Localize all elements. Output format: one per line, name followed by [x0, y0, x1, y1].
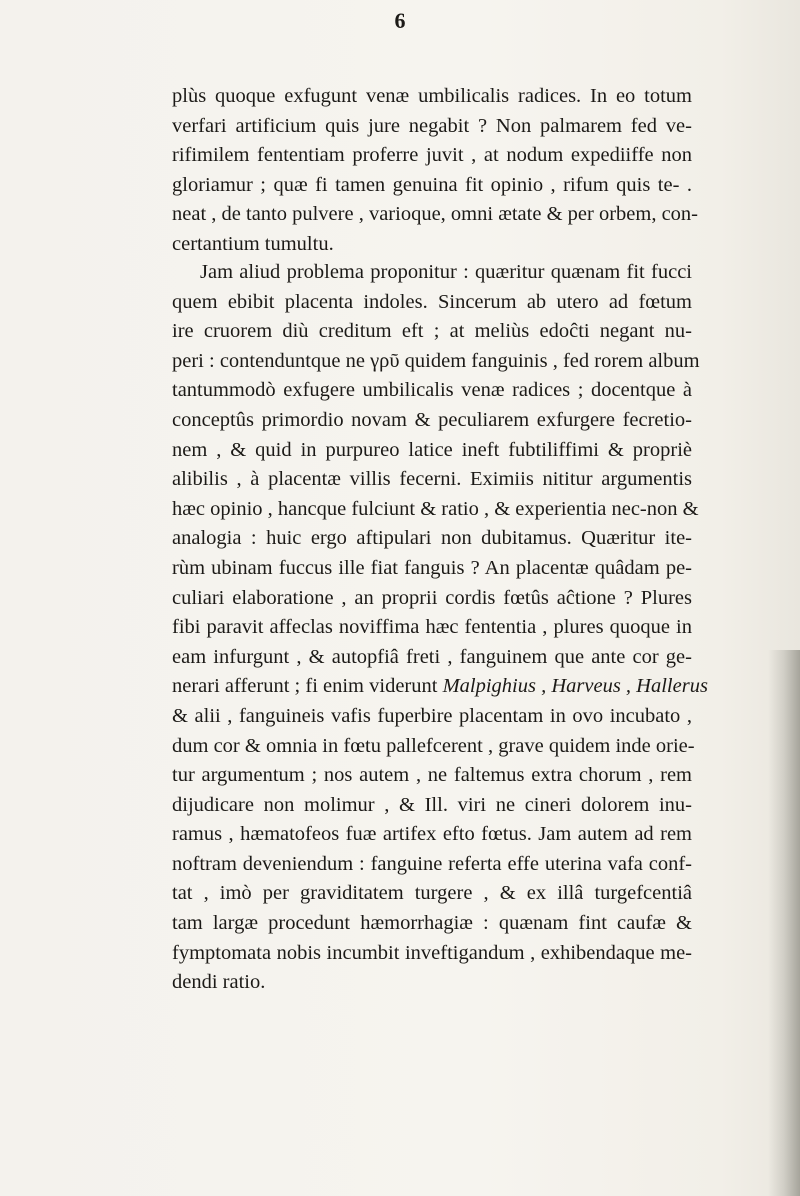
- text-line: nem , & quid in purpureo latice ineft fubtiliffimi & propriè: [172, 438, 692, 461]
- text-line: neat , de tanto pulvere , varioque, omni ætate & per orbem, con-: [172, 203, 698, 226]
- paragraph-1: [172, 82, 698, 260]
- text-line: culiari elaboratione , an proprii cordis fœtûs aĉtione ? Plures: [172, 586, 692, 609]
- text-line: analogia : huic ergo aftipulari non dubitamus. Quæritur ite-: [172, 527, 692, 550]
- text-line: & alii , fanguineis vafis fuperbire placentam in ovo incubato ,: [172, 704, 692, 727]
- text-line: fymptomata nobis incumbit inveftigandum , exhibendaque me-: [172, 941, 692, 964]
- text-line: quem ebibit placenta indoles. Sincerum ab utero ad fœtum: [172, 290, 692, 313]
- text-line: rùm ubinam fuccus ille fiat fanguis ? An placentæ quâdam pe-: [172, 556, 692, 579]
- text-line: rifimilem fententiam proferre juvit , at nodum expediiffe non: [172, 144, 692, 167]
- text-line: eam infurgunt , & autopfiâ freti , fanguinem que ante cor ge-: [172, 645, 692, 668]
- text-line-with-names: [172, 672, 708, 702]
- text-segment: nerari afferunt ; fi enim viderunt: [172, 675, 438, 698]
- text-line: fibi paravit affeclas noviffima hæc fententia , plures quoque in: [172, 616, 692, 639]
- text-line: plùs quoque exfugunt venæ umbilicalis radices. In eo totum: [172, 85, 692, 107]
- text-line: hæc opinio , hancque fulciunt & ratio , & experientia nec-non &: [172, 497, 699, 520]
- text-line: dum cor & omnia in fœtu pallefcerent , grave quidem inde orie-: [172, 734, 695, 757]
- text-line: ramus , hæmatofeos fuæ artifex efto fœtus. Jam autem ad rem: [172, 823, 692, 846]
- text-line: tam largæ procedunt hæmorrhagiæ : quænam fint caufæ &: [172, 912, 692, 935]
- text-line: alibilis , à placentæ villis fecerni. Eximiis nititur argumentis: [172, 468, 692, 491]
- text-line: certantium tumultu.: [172, 232, 334, 255]
- text-line: Jam aliud problema proponitur : quæritur quænam fit fucci: [200, 261, 692, 283]
- paragraph-2: [172, 258, 708, 998]
- text-line: peri : contenduntque ne γρῦ quidem fanguinis , fed rorem album: [172, 349, 700, 372]
- author-names: Malpighius , Harveus , Hallerus: [442, 675, 708, 698]
- page-number: 6: [394, 8, 406, 33]
- text-line: verfari artificium quis jure negabit ? Non palmarem fed ve-: [172, 114, 692, 137]
- text-line: noftram deveniendum : fanguine referta effe uterina vafa conf-: [172, 852, 692, 875]
- text-line: tur argumentum ; nos autem , ne faltemus extra chorum , rem: [172, 764, 692, 787]
- text-line: conceptûs primordio novam & peculiarem exfurgere fecretio-: [172, 408, 692, 431]
- text-line: ire cruorem diù creditum eft ; at meliùs edoĉti negant nu-: [172, 320, 692, 343]
- text-line: gloriamur ; quæ fi tamen genuina fit opinio , rifum quis te- .: [172, 173, 692, 196]
- text-line: tat , imò per graviditatem turgere , & ex illâ turgefcentiâ: [172, 882, 692, 905]
- text-line: dijudicare non molimur , & Ill. viri ne cineri dolorem inu-: [172, 793, 692, 816]
- text-line: tantummodò exfugere umbilicalis venæ radices ; docentque à: [172, 379, 692, 402]
- text-line: dendi ratio.: [172, 971, 266, 994]
- page-shadow-edge: [768, 650, 800, 1196]
